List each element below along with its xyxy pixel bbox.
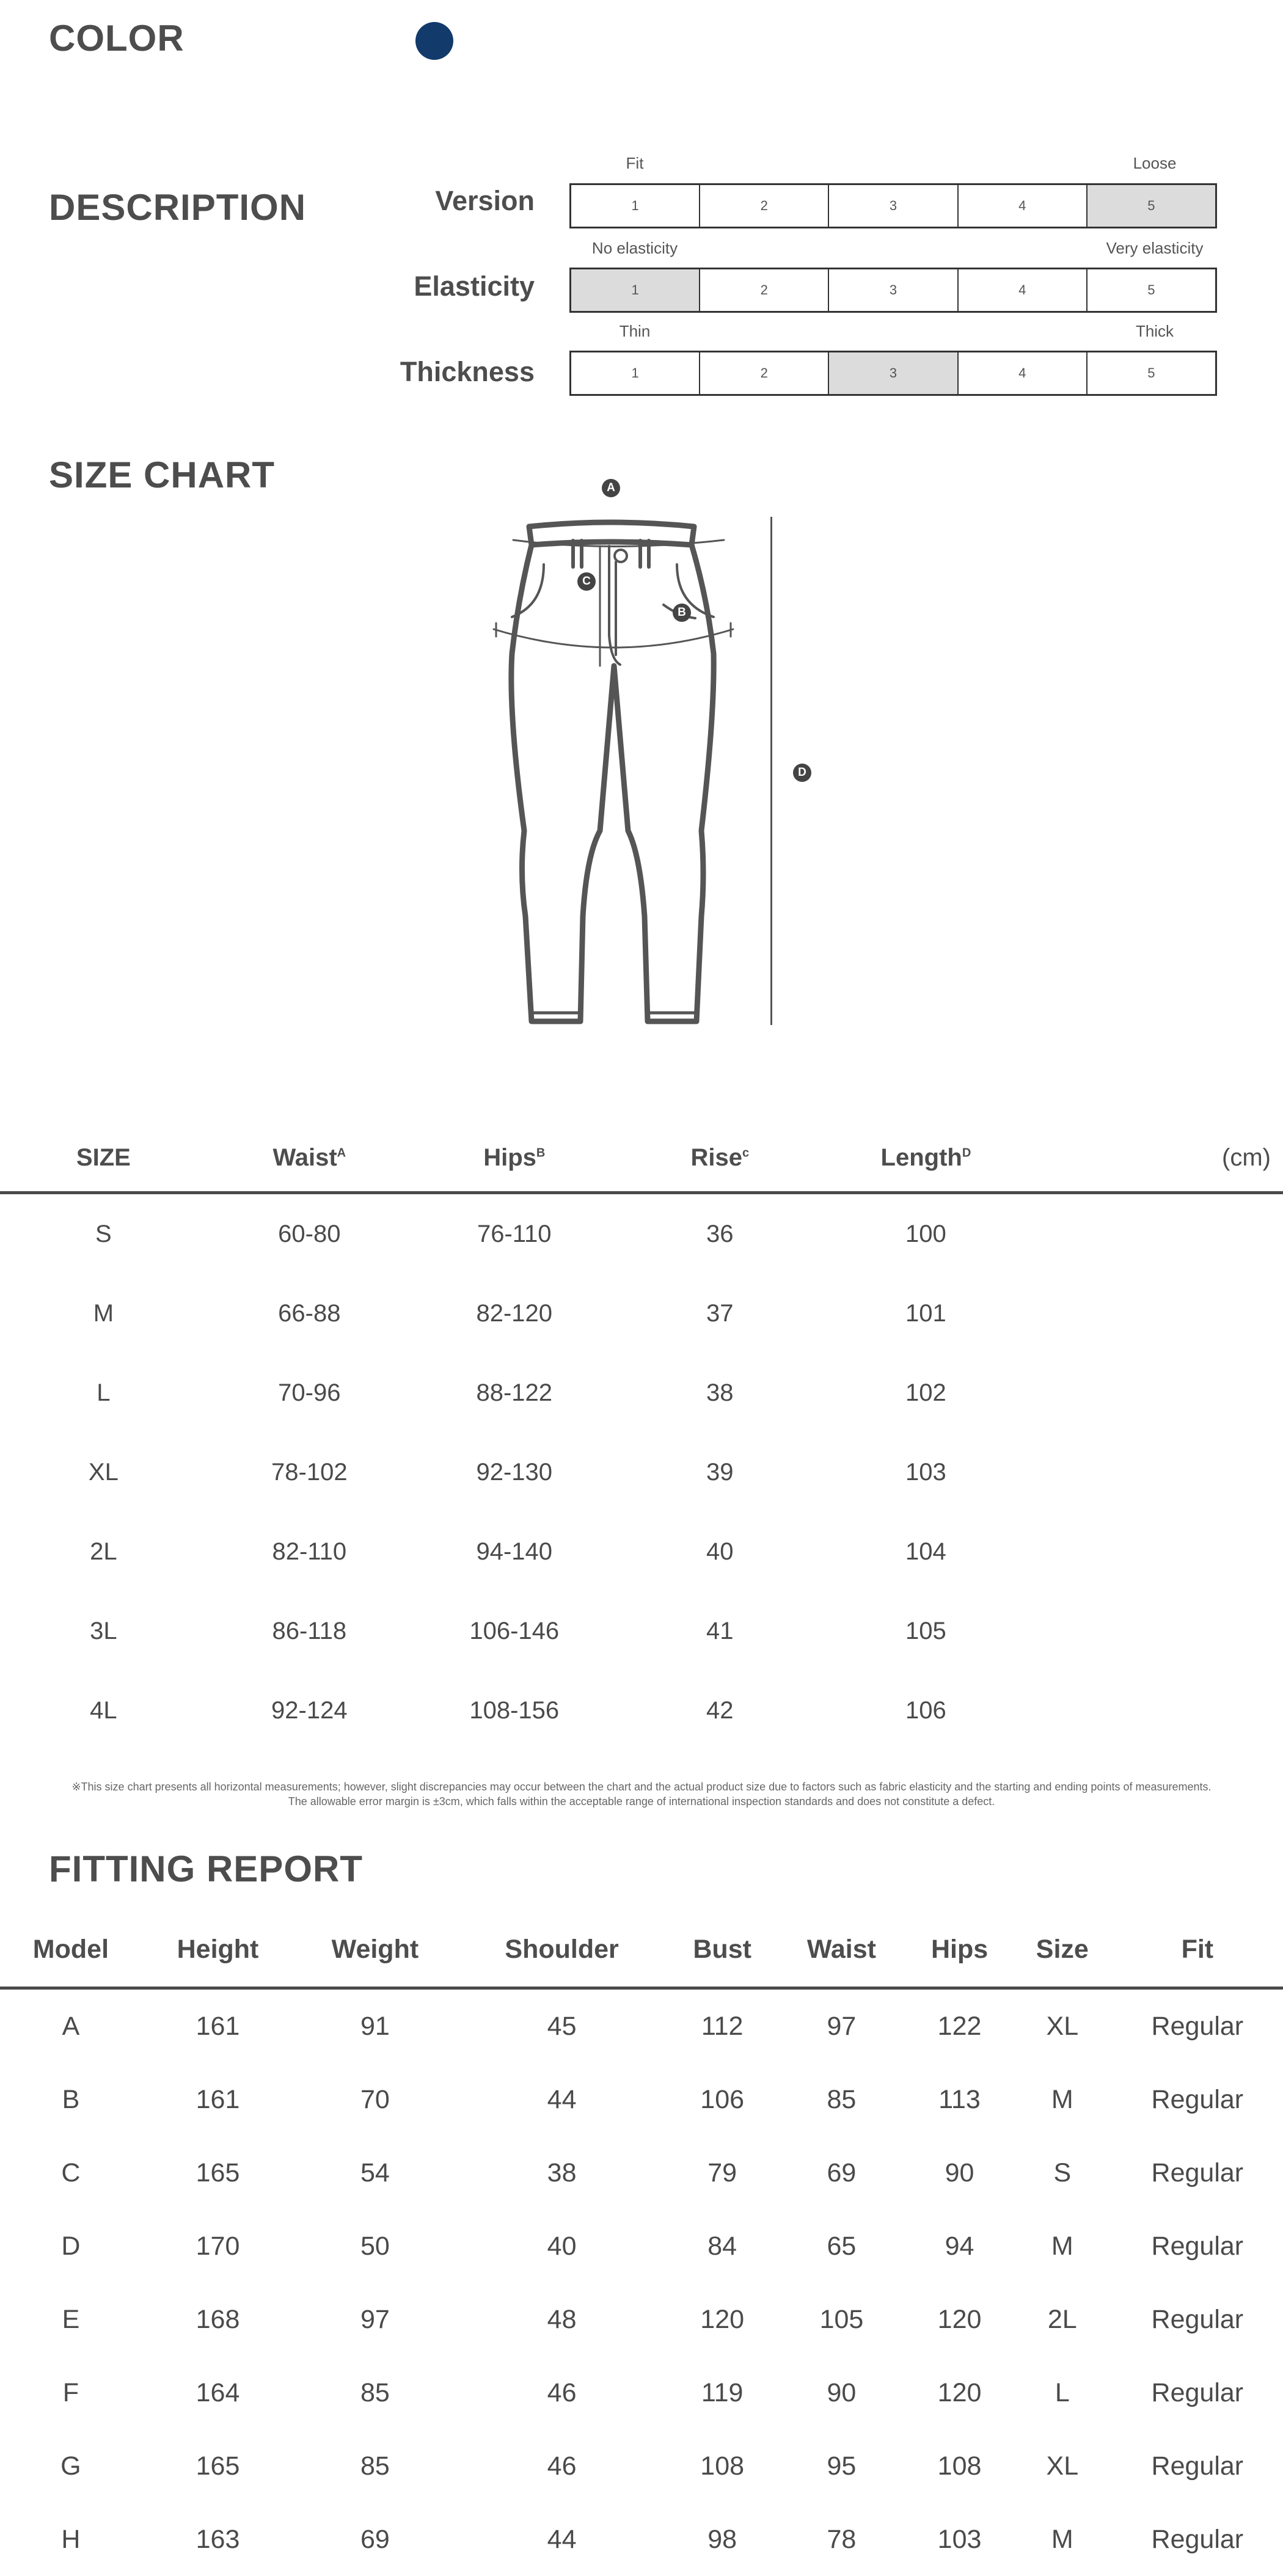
fitting-report-cell: 170 <box>196 2231 240 2261</box>
fitting-report-cell: F <box>62 2377 79 2407</box>
version-low-label: Fit <box>626 154 644 172</box>
fitting-report-table <box>0 1912 1283 2576</box>
fitting-header-cell: Hips <box>930 1934 989 1964</box>
fitting-report-cell: 69 <box>827 2158 857 2187</box>
size-chart-note <box>0 1779 1283 1809</box>
fitting-report-section-title: FITTING REPORT <box>49 1848 363 1889</box>
fitting-report-cell: 79 <box>707 2158 737 2187</box>
thickness-high-label: Thick <box>1135 322 1174 340</box>
fitting-report-cell: 164 <box>196 2377 240 2407</box>
fitting-report-row <box>0 2136 1283 2209</box>
size-table-cell: 36 <box>706 1220 734 1247</box>
size-table-cell: 39 <box>706 1458 734 1486</box>
size-table <box>0 1124 1283 1750</box>
version-high-label: Loose <box>1133 154 1177 172</box>
fitting-report-cell: 54 <box>360 2158 390 2187</box>
fitting-report-cell: 2L <box>1047 2304 1077 2334</box>
fitting-report-cell: M <box>1051 2084 1073 2114</box>
fitting-report-cell: 120 <box>937 2304 982 2334</box>
marker-c: C <box>577 572 596 591</box>
fitting-report-cell: L <box>1055 2377 1070 2407</box>
scale-cell: 5 <box>1147 365 1155 381</box>
fitting-report-row <box>0 2283 1283 2356</box>
fitting-report-row <box>0 2209 1283 2283</box>
fitting-header-cell: Shoulder <box>505 1934 619 1964</box>
fitting-report-cell: A <box>62 2011 80 2041</box>
fitting-report-cell: 40 <box>547 2231 577 2261</box>
elasticity-scale <box>569 268 1217 313</box>
fitting-report-cell: D <box>61 2231 81 2261</box>
fitting-report-cell: 98 <box>707 2524 737 2554</box>
size-table-cell: 106-146 <box>469 1617 560 1644</box>
fitting-report-cell: 122 <box>937 2011 982 2041</box>
size-table-cell: XL <box>88 1458 119 1486</box>
elasticity-low-label: No elasticity <box>591 239 678 257</box>
thickness-label: Thickness <box>400 356 535 387</box>
size-table-cell: 92-130 <box>476 1458 553 1486</box>
fitting-report-cell: 113 <box>938 2084 981 2114</box>
fitting-report-cell: B <box>62 2084 80 2114</box>
size-table-row <box>0 1274 1283 1353</box>
size-table-spacer <box>1029 1193 1283 1274</box>
size-header-hips: Hips$^B$ <box>483 1144 546 1171</box>
scale-cell: 2 <box>700 269 829 311</box>
size-table-cell: 106 <box>905 1696 946 1724</box>
fitting-report-cell: 106 <box>700 2084 745 2114</box>
fitting-report-cell: 85 <box>360 2377 390 2407</box>
fitting-report-cell: G <box>60 2451 81 2481</box>
size-table-cell: 3L <box>90 1617 117 1644</box>
description-section-title: DESCRIPTION <box>49 187 307 228</box>
scale-cell: 4 <box>959 269 1087 311</box>
fitting-header-cell: Weight <box>331 1934 419 1964</box>
elasticity-label: Elasticity <box>414 271 535 302</box>
scale-cell: 3 <box>829 269 958 311</box>
size-header-size: SIZE <box>76 1144 131 1171</box>
size-table-cell: 105 <box>905 1617 946 1644</box>
fitting-report-row <box>0 1988 1283 2063</box>
fitting-report-cell: 85 <box>827 2084 857 2114</box>
size-table-cell: 88-122 <box>476 1379 553 1406</box>
fitting-header-cell: Model <box>32 1934 109 1964</box>
length-measure-line <box>770 517 772 1025</box>
version-label: Version <box>435 185 535 216</box>
fitting-report-cell: Regular <box>1151 2231 1244 2261</box>
size-table-cell: 94-140 <box>476 1538 553 1565</box>
size-table-cell: 37 <box>706 1299 734 1327</box>
marker-b: B <box>673 604 691 622</box>
size-header-waist: Waist$^A$ <box>272 1144 346 1171</box>
scale-cell: 1 <box>571 352 700 394</box>
scale-cell: 1 <box>571 185 700 227</box>
size-table-cell: 86-118 <box>272 1617 347 1644</box>
fitting-report-cell: 69 <box>360 2524 390 2554</box>
fitting-report-cell: 70 <box>360 2084 390 2114</box>
fitting-report-cell: 90 <box>827 2377 857 2407</box>
size-chart-section-title: SIZE CHART <box>49 454 275 495</box>
fitting-report-cell: 91 <box>360 2011 390 2041</box>
fitting-report-cell: 165 <box>196 2451 240 2481</box>
size-table-header <box>0 1124 1283 1193</box>
fitting-report-cell: Regular <box>1151 2451 1244 2481</box>
scale-cell: 5 <box>1147 282 1155 297</box>
fitting-report-cell: 95 <box>827 2451 857 2481</box>
size-table-cell: 102 <box>905 1379 946 1406</box>
size-table-cell: 4L <box>90 1696 117 1724</box>
size-table-row <box>0 1671 1283 1750</box>
fitting-report-cell: 105 <box>819 2304 864 2334</box>
size-table-row <box>0 1591 1283 1671</box>
fitting-report-row <box>0 2063 1283 2136</box>
fitting-report-cell: Regular <box>1151 2377 1244 2407</box>
size-table-cell: 108-156 <box>469 1696 560 1724</box>
size-table-cell: 100 <box>905 1220 946 1247</box>
color-section-title: COLOR <box>49 18 185 59</box>
size-table-spacer <box>1029 1671 1283 1750</box>
fitting-report-cell: E <box>62 2304 80 2334</box>
fitting-report-cell: M <box>1051 2524 1073 2554</box>
fitting-header-cell: Height <box>177 1934 259 1964</box>
pants-diagram <box>483 513 751 1032</box>
marker-d: D <box>793 764 811 782</box>
fitting-header-cell: Waist <box>806 1934 876 1964</box>
fitting-report-cell: M <box>1051 2231 1073 2261</box>
fitting-report-cell: 50 <box>360 2231 390 2261</box>
fitting-report-cell: 48 <box>547 2304 577 2334</box>
scale-cell: 3 <box>829 352 958 394</box>
size-table-row <box>0 1353 1283 1432</box>
scale-cell: 4 <box>959 352 1087 394</box>
size-table-cell: 42 <box>706 1696 734 1724</box>
size-table-cell: L <box>97 1379 111 1406</box>
size-table-cell: S <box>95 1220 112 1247</box>
fitting-report-cell: Regular <box>1151 2084 1244 2114</box>
fitting-report-cell: 163 <box>196 2524 240 2554</box>
size-table-spacer <box>1029 1274 1283 1353</box>
scale-cell: 5 <box>1087 185 1215 227</box>
size-table-cell: 41 <box>706 1617 734 1644</box>
fitting-report-cell: 112 <box>701 2011 744 2041</box>
fitting-report-cell: 84 <box>707 2231 737 2261</box>
fitting-report-cell: 97 <box>827 2011 857 2041</box>
fitting-report-cell: 119 <box>701 2377 744 2407</box>
size-table-cell: 76-110 <box>477 1220 552 1247</box>
version-scale <box>569 183 1217 228</box>
pants-waistband <box>529 522 694 545</box>
fitting-report-cell: XL <box>1046 2011 1079 2041</box>
thickness-low-label: Thin <box>619 322 651 340</box>
fitting-report-cell: 94 <box>945 2231 974 2261</box>
size-table-spacer <box>1029 1353 1283 1432</box>
size-header-length: Length$^D$ <box>880 1144 971 1171</box>
size-table-row <box>0 1512 1283 1591</box>
fitting-report-row <box>0 2356 1283 2429</box>
fitting-report-cell: 45 <box>547 2011 577 2041</box>
fitting-report-cell: 120 <box>700 2304 745 2334</box>
size-table-spacer <box>1029 1432 1283 1512</box>
size-chart-note-line1: ※This size chart presents all horizontal measurements; however, slight discrepancies may occur between the chart and the actual product size due to factors such as fabric elasticity and the starting and ending points of measurements. <box>71 1781 1212 1793</box>
fitting-report-cell: 85 <box>360 2451 390 2481</box>
fitting-report-cell: 97 <box>360 2304 390 2334</box>
size-table-cell: 103 <box>905 1458 946 1486</box>
fitting-report-cell: 108 <box>937 2451 982 2481</box>
size-table-cell: 66-88 <box>278 1299 341 1327</box>
fitting-report-cell: 78 <box>827 2524 857 2554</box>
fitting-report-cell: H <box>61 2524 81 2554</box>
fitting-header-cell: Size <box>1036 1934 1089 1964</box>
fitting-report-cell: 65 <box>827 2231 857 2261</box>
fitting-report-cell: 161 <box>196 2084 240 2114</box>
size-table-cell: 78-102 <box>271 1458 348 1486</box>
fitting-report-cell: 44 <box>547 2084 577 2114</box>
fitting-report-cell: 108 <box>700 2451 745 2481</box>
fitting-report-cell: S <box>1053 2158 1072 2187</box>
size-table-cell: M <box>93 1299 114 1327</box>
scale-cell: 1 <box>571 269 700 311</box>
fitting-report-cell: Regular <box>1151 2011 1244 2041</box>
size-chart-note-line2: The allowable error margin is ±3cm, which falls within the acceptable range of international inspection standards and does not constitute a defect. <box>288 1795 995 1808</box>
fitting-report-row <box>0 2503 1283 2576</box>
size-table-row <box>0 1193 1283 1274</box>
fitting-report-cell: Regular <box>1151 2304 1244 2334</box>
thickness-scale <box>569 351 1217 396</box>
fitting-report-cell: Regular <box>1151 2524 1244 2554</box>
scale-cell: 4 <box>959 185 1087 227</box>
size-header-rise: Rise$^c$ <box>690 1144 750 1171</box>
fitting-report-cell: C <box>61 2158 81 2187</box>
fitting-report-cell: XL <box>1046 2451 1079 2481</box>
fitting-report-cell: 168 <box>196 2304 240 2334</box>
scale-cell: 2 <box>700 352 829 394</box>
size-table-spacer <box>1029 1512 1283 1591</box>
size-table-cell: 82-120 <box>476 1299 553 1327</box>
fitting-report-cell: 165 <box>196 2158 240 2187</box>
fitting-report-cell: 90 <box>945 2158 974 2187</box>
marker-a: A <box>602 479 620 497</box>
size-unit: (cm) <box>1222 1144 1271 1171</box>
fitting-report-cell: 46 <box>547 2377 577 2407</box>
size-table-cell: 38 <box>706 1379 734 1406</box>
size-table-cell: 92-124 <box>271 1696 348 1724</box>
size-table-cell: 104 <box>905 1538 946 1565</box>
size-table-cell: 60-80 <box>278 1220 341 1247</box>
size-table-cell: 101 <box>905 1299 946 1327</box>
fitting-report-cell: 44 <box>547 2524 577 2554</box>
fitting-header-cell: Fit <box>1181 1934 1214 1964</box>
fitting-report-cell: 38 <box>547 2158 577 2187</box>
size-table-cell: 70-96 <box>278 1379 341 1406</box>
scale-cell: 3 <box>829 185 958 227</box>
fitting-report-cell: Regular <box>1151 2158 1244 2187</box>
color-swatch-navy[interactable] <box>415 22 453 60</box>
elasticity-high-label: Very elasticity <box>1106 239 1204 257</box>
size-table-spacer <box>1029 1591 1283 1671</box>
fitting-report-cell: 46 <box>547 2451 577 2481</box>
fitting-report-cell: 120 <box>937 2377 982 2407</box>
size-table-cell: 82-110 <box>272 1538 347 1565</box>
scale-cell: 2 <box>700 185 829 227</box>
size-table-cell: 40 <box>706 1538 734 1565</box>
fitting-report-cell: 161 <box>196 2011 240 2041</box>
size-table-cell: 2L <box>90 1538 117 1565</box>
size-table-row <box>0 1432 1283 1512</box>
fitting-report-header <box>0 1912 1283 1988</box>
fitting-header-cell: Bust <box>693 1934 751 1964</box>
fitting-report-cell: 103 <box>937 2524 982 2554</box>
fitting-report-row <box>0 2429 1283 2503</box>
